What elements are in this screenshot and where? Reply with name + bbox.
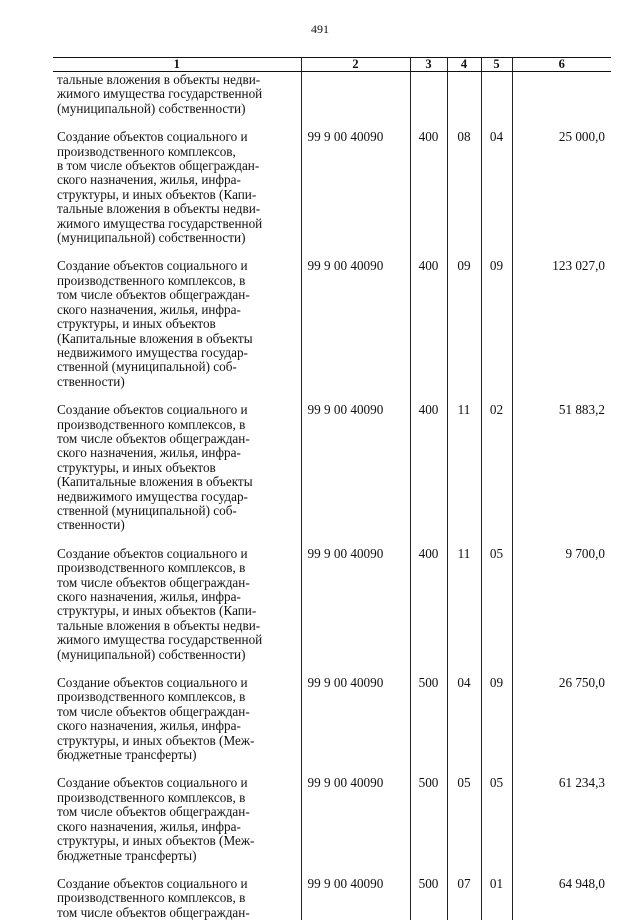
amount-cell: 61 234,3 xyxy=(512,762,611,862)
table-row xyxy=(53,662,611,762)
description-line: жимого имущества государственной xyxy=(57,632,263,648)
amount-cell: 51 883,2 xyxy=(512,389,611,533)
description-line: производственного комплексов, в xyxy=(57,890,246,906)
description-line: структуры, и иных объектов (Меж- xyxy=(57,732,255,748)
row-description xyxy=(53,662,301,762)
description-line: Создание объектов социального и xyxy=(57,545,248,561)
description-line: том числе объектов общеграждан- xyxy=(57,574,250,590)
description-line: том числе объектов общеграждан- xyxy=(57,904,250,920)
table-row xyxy=(53,245,611,389)
expense-type-cell: 500 xyxy=(410,863,447,920)
description-line: производственного комплексов, в xyxy=(57,789,246,805)
empty-cell xyxy=(512,72,611,117)
budget-code-cell: 99 9 00 40090 xyxy=(301,389,410,533)
continuation-row xyxy=(53,72,611,117)
description-line: Создание объектов социального и xyxy=(57,402,248,418)
description-line: том числе объектов общеграждан- xyxy=(57,804,250,820)
column-header-6: 6 xyxy=(512,58,611,72)
expense-type-cell: 400 xyxy=(410,245,447,389)
description-line: Создание объектов социального и xyxy=(57,258,248,274)
column-header-3: 3 xyxy=(410,58,447,72)
empty-cell xyxy=(410,72,447,117)
description-line: Создание объектов социального и xyxy=(57,675,248,691)
description-line: (муниципальной) собственности) xyxy=(57,230,246,246)
continuation-description xyxy=(53,72,301,117)
description-line: ственности) xyxy=(57,517,125,533)
description-line: ственной (муниципальной) соб- xyxy=(57,359,237,375)
empty-cell xyxy=(447,72,481,117)
amount-cell: 123 027,0 xyxy=(512,245,611,389)
row-description xyxy=(53,863,301,920)
section-cell: 11 xyxy=(447,533,481,662)
description-line: Создание объектов социального и xyxy=(57,129,248,145)
description-line: структуры, и иных объектов (Меж- xyxy=(57,833,255,849)
description-line: ского назначения, жилья, инфра- xyxy=(57,445,241,461)
description-line: жимого имущества государственной xyxy=(57,86,263,102)
description-line: структуры, и иных объектов xyxy=(57,316,216,332)
description-line: бюджетные трансферты) xyxy=(57,847,197,863)
row-description xyxy=(53,533,301,662)
description-line: (Капитальные вложения в объекты xyxy=(57,330,253,346)
column-header-1: 1 xyxy=(53,58,301,72)
description-line: ского назначения, жилья, инфра- xyxy=(57,589,241,604)
budget-table xyxy=(53,57,611,920)
description-line: структуры, и иных объектов (Капи- xyxy=(57,186,257,202)
description-line: тальные вложения в объекты недви- xyxy=(57,617,261,633)
section-cell: 05 xyxy=(447,762,481,862)
subsection-cell: 01 xyxy=(481,863,512,920)
description-line: структуры, и иных объектов (Капи- xyxy=(57,603,257,619)
description-line: Создание объектов социального и xyxy=(57,775,248,791)
description-line: ского назначения, жилья, инфра- xyxy=(57,301,241,317)
budget-code-cell: 99 9 00 40090 xyxy=(301,662,410,762)
table-row xyxy=(53,389,611,533)
header-row xyxy=(53,58,611,72)
budget-code-cell: 99 9 00 40090 xyxy=(301,116,410,245)
expense-type-cell: 400 xyxy=(410,116,447,245)
row-description xyxy=(53,116,301,245)
empty-cell xyxy=(481,72,512,117)
description-line: жимого имущества государственной xyxy=(57,215,263,231)
description-line: тальные вложения в объекты недви- xyxy=(57,201,261,217)
section-cell: 08 xyxy=(447,116,481,245)
description-line: производственного комплексов, в xyxy=(57,416,246,432)
description-line: производственного комплексов, в xyxy=(57,272,246,288)
row-description xyxy=(53,762,301,862)
table-row xyxy=(53,116,611,245)
expense-type-cell: 400 xyxy=(410,533,447,662)
description-line: (Капитальные вложения в объекты xyxy=(57,474,253,490)
description-line: (муниципальной) собственности) xyxy=(57,646,246,662)
description-line: том числе объектов общеграждан- xyxy=(57,430,250,446)
subsection-cell: 05 xyxy=(481,533,512,662)
description-line: том числе объектов общеграждан- xyxy=(57,287,250,303)
amount-cell: 64 948,0 xyxy=(512,863,611,920)
section-cell: 11 xyxy=(447,389,481,533)
description-line: недвижимого имущества государ- xyxy=(57,488,248,504)
empty-cell xyxy=(301,72,410,117)
description-line: ского назначения, жилья, инфра- xyxy=(57,818,241,834)
budget-code-cell: 99 9 00 40090 xyxy=(301,533,410,662)
description-line: производственного комплексов, в xyxy=(57,560,246,576)
column-header-2: 2 xyxy=(301,58,410,72)
row-description xyxy=(53,389,301,533)
table-row xyxy=(53,762,611,862)
section-cell: 07 xyxy=(447,863,481,920)
budget-code-cell: 99 9 00 40090 xyxy=(301,245,410,389)
description-line: тальные вложения в объекты недви- xyxy=(57,72,261,87)
description-line: производственного комплексов, в xyxy=(57,689,246,705)
description-line: том числе объектов общеграждан- xyxy=(57,703,250,719)
section-cell: 09 xyxy=(447,245,481,389)
subsection-cell: 05 xyxy=(481,762,512,862)
amount-cell: 26 750,0 xyxy=(512,662,611,762)
amount-cell: 9 700,0 xyxy=(512,533,611,662)
page-number: 491 xyxy=(311,22,329,36)
description-line: недвижимого имущества государ- xyxy=(57,344,248,360)
description-line: ственности) xyxy=(57,373,125,389)
description-line: в том числе объектов общеграждан- xyxy=(57,158,260,174)
expense-type-cell: 500 xyxy=(410,762,447,862)
table-row xyxy=(53,863,611,920)
budget-code-cell: 99 9 00 40090 xyxy=(301,762,410,862)
subsection-cell: 02 xyxy=(481,389,512,533)
subsection-cell: 04 xyxy=(481,116,512,245)
subsection-cell: 09 xyxy=(481,245,512,389)
table-row xyxy=(53,533,611,662)
column-header-4: 4 xyxy=(447,58,481,72)
description-line: ского назначения, жилья, инфра- xyxy=(57,718,241,734)
row-description xyxy=(53,245,301,389)
description-line: Создание объектов социального и xyxy=(57,875,248,891)
description-line: структуры, и иных объектов xyxy=(57,459,216,475)
column-header-5: 5 xyxy=(481,58,512,72)
description-line: (муниципальной) собственности) xyxy=(57,100,246,116)
expense-type-cell: 400 xyxy=(410,389,447,533)
description-line: ского назначения, жилья, инфра- xyxy=(57,172,241,188)
description-line: ственной (муниципальной) соб- xyxy=(57,502,237,518)
section-cell: 04 xyxy=(447,662,481,762)
amount-cell: 25 000,0 xyxy=(512,116,611,245)
description-line: бюджетные трансферты) xyxy=(57,747,197,763)
budget-code-cell: 99 9 00 40090 xyxy=(301,863,410,920)
description-line: производственного комплексов, xyxy=(57,143,236,159)
expense-type-cell: 500 xyxy=(410,662,447,762)
subsection-cell: 09 xyxy=(481,662,512,762)
